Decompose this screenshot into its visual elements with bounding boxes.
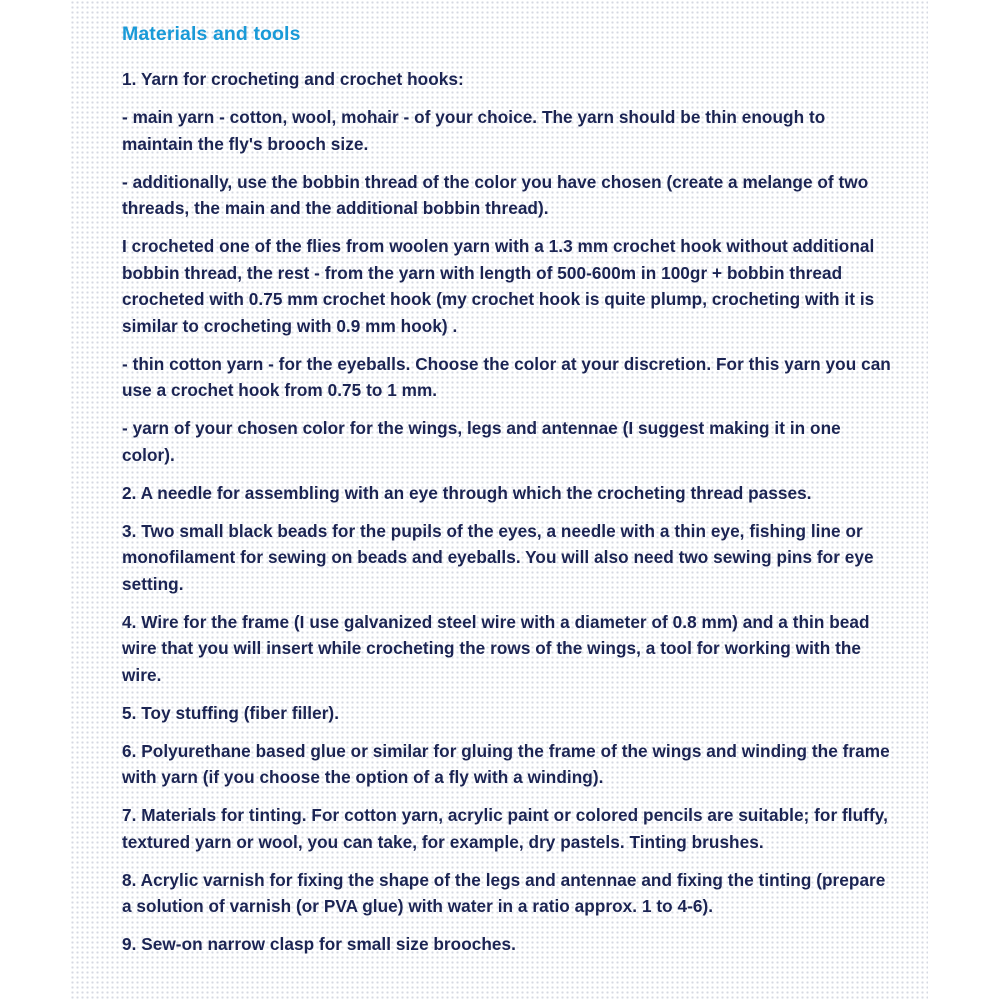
paragraph-eyeball-yarn: - thin cotton yarn - for the eyeballs. Choose the color at your discretion. For this yarn you can use a crochet hook from 0.75 to 1 mm. [122,353,891,400]
paragraph-main-yarn: - main yarn - cotton, wool, mohair - of your choice. The yarn should be thin enough to maintain the fly's brooch size. [122,107,826,154]
paragraph-beads: 3. Two small black beads for the pupils of the eyes, a needle with a thin eye, fishing line or monofilament for sewing on beads and eyeballs. You will also need two sewing pins for eye setting. [122,520,874,594]
paragraph-needle: 2. A needle for assembling with an eye through which the crocheting thread passes. [122,482,812,503]
paragraph-glue: 6. Polyurethane based glue or similar for gluing the frame of the wings and winding the frame with yarn (if you choose the option of a fly with a winding). [122,740,890,787]
paragraph-wing-yarn: - yarn of your chosen color for the wings, legs and antennae (I suggest making it in one color). [122,418,841,465]
paragraph-tinting: 7. Materials for tinting. For cotton yarn, acrylic paint or colored pencils are suitable; for fluffy, textured yarn or wool, you can take, for example, dry pastels. Tinting brushes. [122,805,888,852]
paragraph-clasp: 9. Sew-on narrow clasp for small size brooches. [122,934,516,954]
paragraph-yarn-heading: 1. Yarn for crocheting and crochet hooks: [122,69,464,89]
section-title: Materials and tools [122,23,301,45]
paragraph-author-note: I crocheted one of the flies from woolen yarn with a 1.3 mm crochet hook without additional bobbin thread, the rest - from the yarn with length of 500-600m in 100gr + bobbin thread crocheted with 0.75 mm crochet hook (my crochet hook is quite plump, crocheting with it is similar to crocheting with 0.9 mm hook) . [122,236,875,336]
paragraph-bobbin-thread: - additionally, use the bobbin thread of the color you have chosen (create a melange of two threads, the main and the additional bobbin thread). [122,171,869,218]
paragraph-wire: 4. Wire for the frame (I use galvanized steel wire with a diameter of 0.8 mm) and a thin bead wire that you will insert while crocheting the rows of the wings, a tool for working with the wire. [122,611,870,685]
materials-section [122,20,892,969]
paragraph-stuffing: 5. Toy stuffing (fiber filler). [122,702,340,723]
paragraph-varnish: 8. Acrylic varnish for fixing the shape of the legs and antennae and fixing the tinting (prepare a solution of varnish (or PVA glue) with water in a ratio approx. 1 to 4-6). [122,869,886,916]
